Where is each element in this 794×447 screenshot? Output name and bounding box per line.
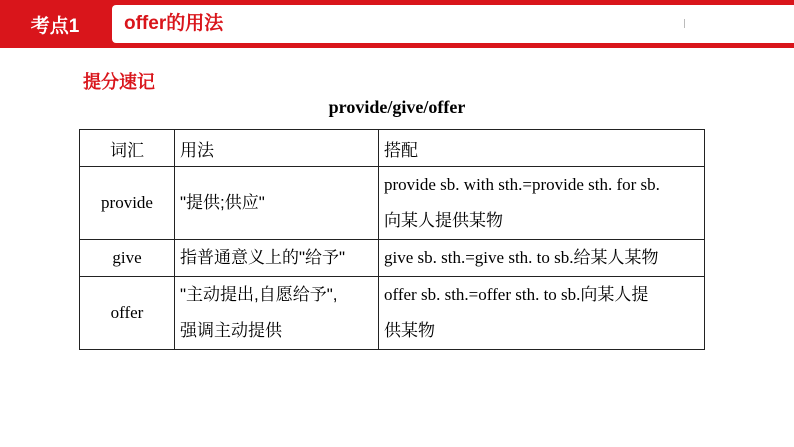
vocab-table <box>79 129 705 350</box>
usage-line: 强调主动提供 <box>180 321 282 340</box>
usage-line: 指普通意义上的"给予" <box>180 248 346 267</box>
collocation-line: 向某人提供某物 <box>384 211 503 230</box>
usage-cell <box>175 167 379 240</box>
title-box <box>112 5 794 43</box>
table-row <box>80 277 705 350</box>
collocation-cell <box>379 240 705 277</box>
table-row <box>80 167 705 240</box>
collocation-cell <box>379 167 705 240</box>
word-cell: offer <box>80 277 175 350</box>
word-cell: provide <box>80 167 175 240</box>
topic-tag: 考点1 <box>30 15 80 37</box>
collocation-line: give sb. sth.=give sth. to sb.给某人某物 <box>384 248 659 267</box>
usage-line: "主动提出,自愿给予", <box>180 285 338 304</box>
table-row <box>80 240 705 277</box>
collocation-cell <box>379 277 705 350</box>
usage-line: "提供;供应" <box>180 193 265 212</box>
column-header-word: 词汇 <box>80 130 175 167</box>
section-title: 提分速记 <box>83 72 155 92</box>
page-title: offer的用法 <box>124 13 224 34</box>
usage-cell <box>175 240 379 277</box>
column-header-collocation: 搭配 <box>379 130 705 167</box>
collocation-line: offer sb. sth.=offer sth. to sb.向某人提 <box>384 285 649 304</box>
table-caption: provide/give/offer <box>328 97 466 117</box>
divider-mark <box>684 19 685 28</box>
collocation-line: provide sb. with sth.=provide sth. for sb. <box>384 175 660 194</box>
word-cell: give <box>80 240 175 277</box>
table-header-row <box>80 130 705 167</box>
collocation-line: 供某物 <box>384 321 435 340</box>
usage-cell <box>175 277 379 350</box>
column-header-usage: 用法 <box>175 130 379 167</box>
header-bar <box>0 0 794 48</box>
